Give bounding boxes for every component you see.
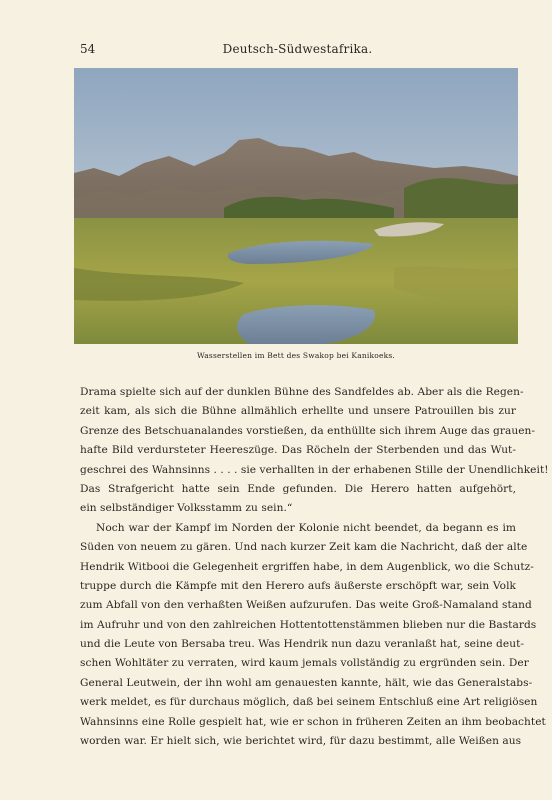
text-line: General Leutwein, der ihn wohl am genauesten kannte, hält, wie das Generalstabs- <box>80 676 533 689</box>
text-line: und die Leute von Bersaba treu. Was Hendrik nun dazu veranlaßt hat, seine deut- <box>80 638 525 651</box>
text-line: hafte Bild verdursteter Heereszüge. Das Röcheln der Sterbenden und das Wut- <box>80 444 516 457</box>
text-line: Das Strafgericht hatte sein Ende gefunden. Die Herero hatten aufgehört, <box>80 482 516 495</box>
landscape-illustration <box>74 68 518 344</box>
text-line: schen Wohltäter zu verraten, wird kaum jemals vollständig zu ergründen sein. Der <box>80 657 529 670</box>
text-line: Hendrik Witbooi die Gelegenheit ergriffen habe, in dem Augenblick, wo die Schutz- <box>80 560 534 573</box>
color-plate-photo <box>74 68 518 344</box>
page-header <box>80 42 515 58</box>
running-head: Deutsch-Südwestafrika. <box>222 42 373 56</box>
text-line: Süden von neuem zu gären. Und nach kurzer Zeit kam die Nachricht, daß der alte <box>80 541 528 554</box>
text-line: Drama spielte sich auf der dunklen Bühne des Sandfeldes ab. Aber als die Regen- <box>80 386 524 398</box>
text-line: Grenze des Betschuanalandes vorstießen, da enthüllte sich ihrem Auge das grauen- <box>80 424 536 437</box>
text-line: worden war. Er hielt sich, wie berichtet wird, für dazu bestimmt, alle Weißen aus <box>80 735 522 748</box>
plate-caption: Wasserstellen im Bett des Swakop bei Kanikoeks. <box>196 351 395 360</box>
page-number: 54 <box>80 42 96 56</box>
text-line: ein selbständiger Volksstamm zu sein.“ <box>80 502 293 515</box>
body-text <box>80 383 549 751</box>
text-line: werk meldet, es für durchaus möglich, daß bei seinem Entschluß eine Art religiösen <box>80 696 538 709</box>
text-line: Noch war der Kampf im Norden der Kolonie nicht beendet, da begann es im <box>96 521 516 534</box>
text-line: geschrei des Wahnsinns . . . . sie verhallten in der erhabenen Stille der Unendlichkeit! <box>80 463 549 476</box>
text-line: Wahnsinns eine Rolle gespielt hat, wie er schon in früheren Zeiten an ihm beobachtet <box>80 715 546 728</box>
text-line: im Aufruhr und von den zahlreichen Hottentottenstämmen blieben nur die Bastards <box>80 618 537 631</box>
text-line: zum Abfall von den verhaßten Weißen aufzurufen. Das weite Groß-Namaland stand <box>80 599 532 612</box>
text-line: zeit kam, als sich die Bühne allmählich erhellte und unsere Patrouillen bis zur <box>80 405 516 418</box>
text-line: truppe durch die Kämpfe mit den Herero aufs äußerste erschöpft war, sein Volk <box>80 579 516 592</box>
